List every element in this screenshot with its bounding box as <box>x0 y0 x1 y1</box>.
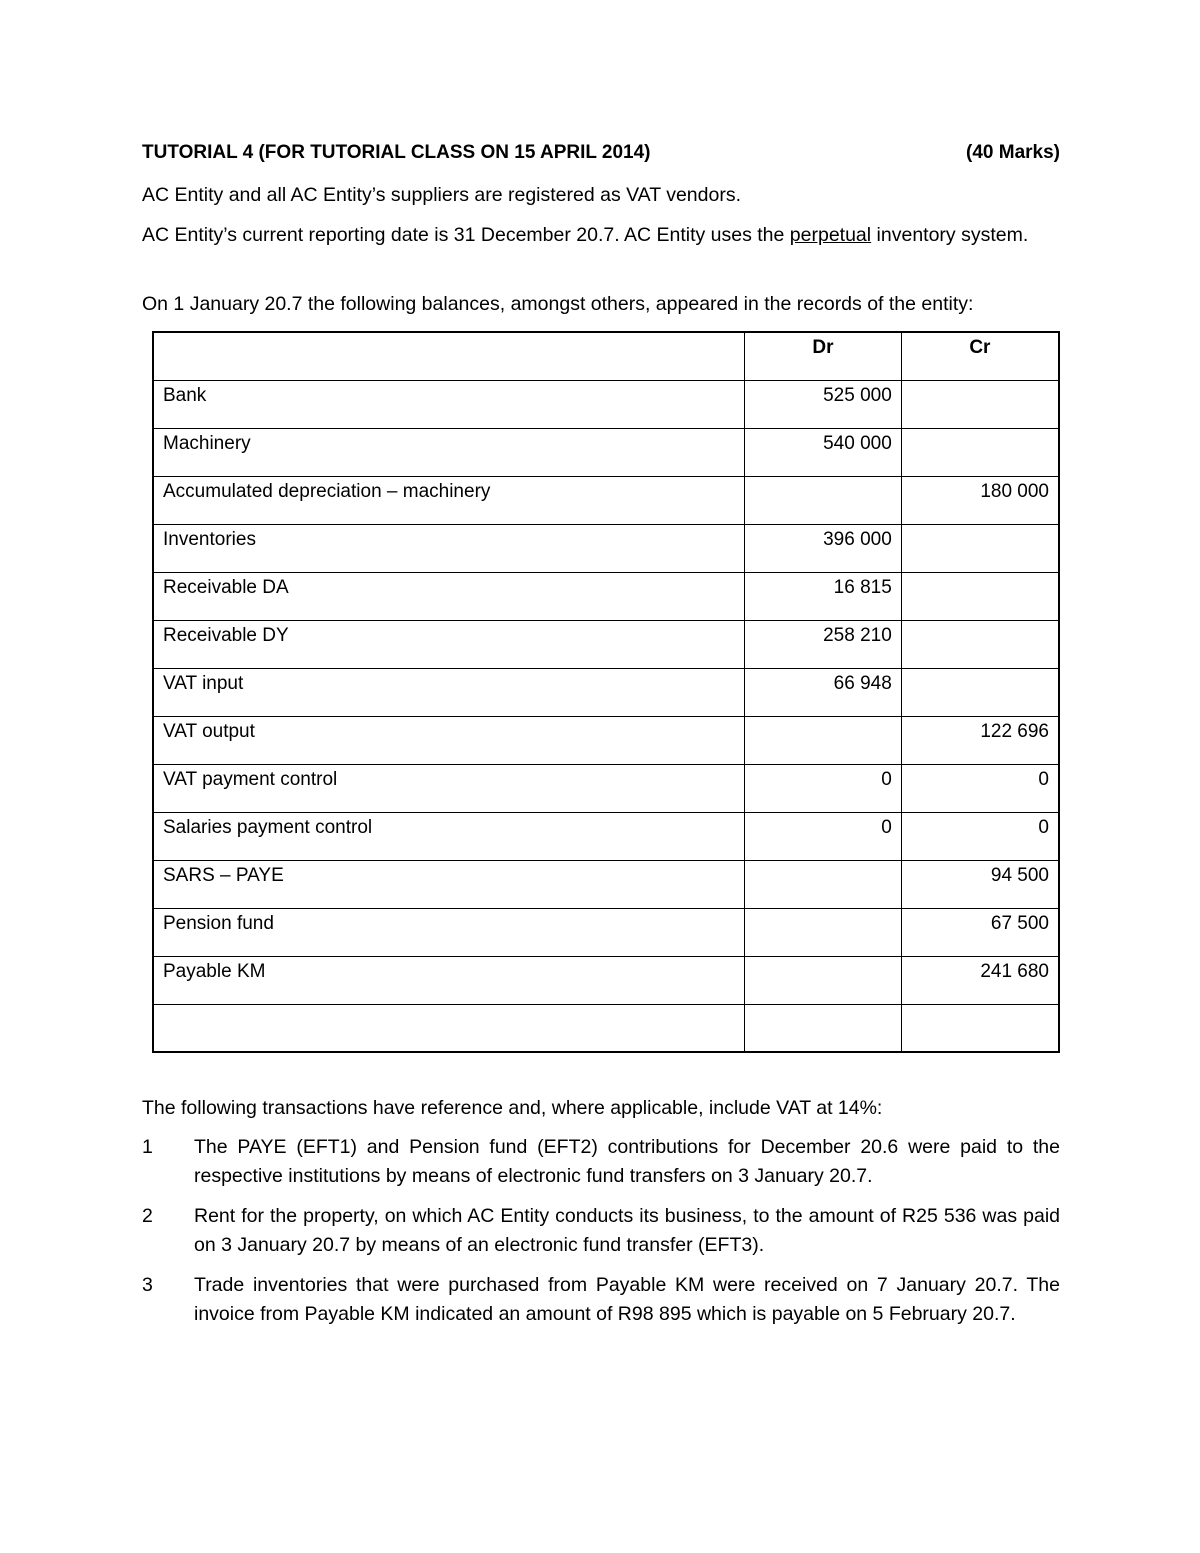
account-cell: VAT output <box>153 716 745 764</box>
account-cell: Salaries payment control <box>153 812 745 860</box>
table-row <box>153 908 1059 956</box>
dr-cell <box>745 716 902 764</box>
account-cell: Bank <box>153 380 745 428</box>
dr-cell: 16 815 <box>745 572 902 620</box>
transaction-number: 2 <box>142 1205 153 1227</box>
table-header-row <box>153 332 1059 380</box>
title-row <box>142 142 1060 168</box>
transaction-number: 3 <box>142 1274 153 1296</box>
cr-cell <box>901 668 1059 716</box>
dr-cell <box>745 956 902 1004</box>
dr-cell: 525 000 <box>745 380 902 428</box>
account-cell: Payable KM <box>153 956 745 1004</box>
account-cell: Machinery <box>153 428 745 476</box>
dr-cell: 540 000 <box>745 428 902 476</box>
reporting-date-text: AC Entity’s current reporting date is 31 December 20.7. AC Entity uses the <box>142 224 790 246</box>
dr-cell <box>745 908 902 956</box>
table-row <box>153 860 1059 908</box>
table-row <box>153 812 1059 860</box>
header-account <box>153 332 745 380</box>
transactions-intro: The following transactions have reference and, where applicable, include VAT at 14%: <box>142 1097 883 1119</box>
balances-table <box>152 331 1060 1053</box>
account-cell: Accumulated depreciation – machinery <box>153 476 745 524</box>
header-dr: Dr <box>745 332 902 380</box>
cr-cell: 180 000 <box>901 476 1059 524</box>
cr-cell: 67 500 <box>901 908 1059 956</box>
tutorial-title: TUTORIAL 4 (FOR TUTORIAL CLASS ON 15 APRIL 2014) <box>142 142 651 163</box>
intro-vat-vendors: AC Entity and all AC Entity’s suppliers are registered as VAT vendors. <box>142 184 742 206</box>
table-row <box>153 764 1059 812</box>
transaction-text: The PAYE (EFT1) and Pension fund (EFT2) contributions for December 20.6 were paid to the respective institutions by means of electronic fund transfers on 3 January 20.7. <box>194 1136 1060 1187</box>
account-cell: Receivable DY <box>153 620 745 668</box>
account-cell: Pension fund <box>153 908 745 956</box>
table-row <box>153 524 1059 572</box>
cr-cell <box>901 620 1059 668</box>
inventory-system-text: inventory system. <box>871 224 1029 246</box>
marks-label: (40 Marks) <box>966 142 1060 163</box>
dr-cell <box>745 1004 902 1052</box>
dr-cell: 396 000 <box>745 524 902 572</box>
dr-cell <box>745 860 902 908</box>
intro-reporting-date <box>142 221 1060 250</box>
table-row <box>153 620 1059 668</box>
table-row <box>153 476 1059 524</box>
cr-cell: 122 696 <box>901 716 1059 764</box>
dr-cell: 0 <box>745 764 902 812</box>
transaction-text: Trade inventories that were purchased from Payable KM were received on 7 January 20.7. The invoice from Payable KM indicated an amount of R98 895 which is payable on 5 February 20.7. <box>194 1274 1060 1325</box>
cr-cell <box>901 1004 1059 1052</box>
table-row <box>153 956 1059 1004</box>
account-cell: Receivable DA <box>153 572 745 620</box>
cr-cell: 0 <box>901 764 1059 812</box>
table-row <box>153 572 1059 620</box>
table-row <box>153 428 1059 476</box>
header-cr: Cr <box>901 332 1059 380</box>
intro-balances: On 1 January 20.7 the following balances, amongst others, appeared in the records of the entity: <box>142 293 974 315</box>
cr-cell <box>901 572 1059 620</box>
account-cell <box>153 1004 745 1052</box>
cr-cell <box>901 524 1059 572</box>
table-row <box>153 668 1059 716</box>
table-row <box>153 716 1059 764</box>
dr-cell: 66 948 <box>745 668 902 716</box>
table-row <box>153 380 1059 428</box>
table-row <box>153 1004 1059 1052</box>
account-cell: VAT input <box>153 668 745 716</box>
transaction-number: 1 <box>142 1136 153 1158</box>
transaction-text: Rent for the property, on which AC Entity conducts its business, to the amount of R25 536 was paid on 3 January 20.7 by means of an electronic fund transfer (EFT3). <box>194 1205 1060 1256</box>
cr-cell: 241 680 <box>901 956 1059 1004</box>
account-cell: VAT payment control <box>153 764 745 812</box>
dr-cell: 0 <box>745 812 902 860</box>
account-cell: SARS – PAYE <box>153 860 745 908</box>
perpetual-underlined: perpetual <box>789 224 872 246</box>
dr-cell <box>745 476 902 524</box>
dr-cell: 258 210 <box>745 620 902 668</box>
cr-cell <box>901 428 1059 476</box>
cr-cell: 94 500 <box>901 860 1059 908</box>
account-cell: Inventories <box>153 524 745 572</box>
cr-cell: 0 <box>901 812 1059 860</box>
cr-cell <box>901 380 1059 428</box>
